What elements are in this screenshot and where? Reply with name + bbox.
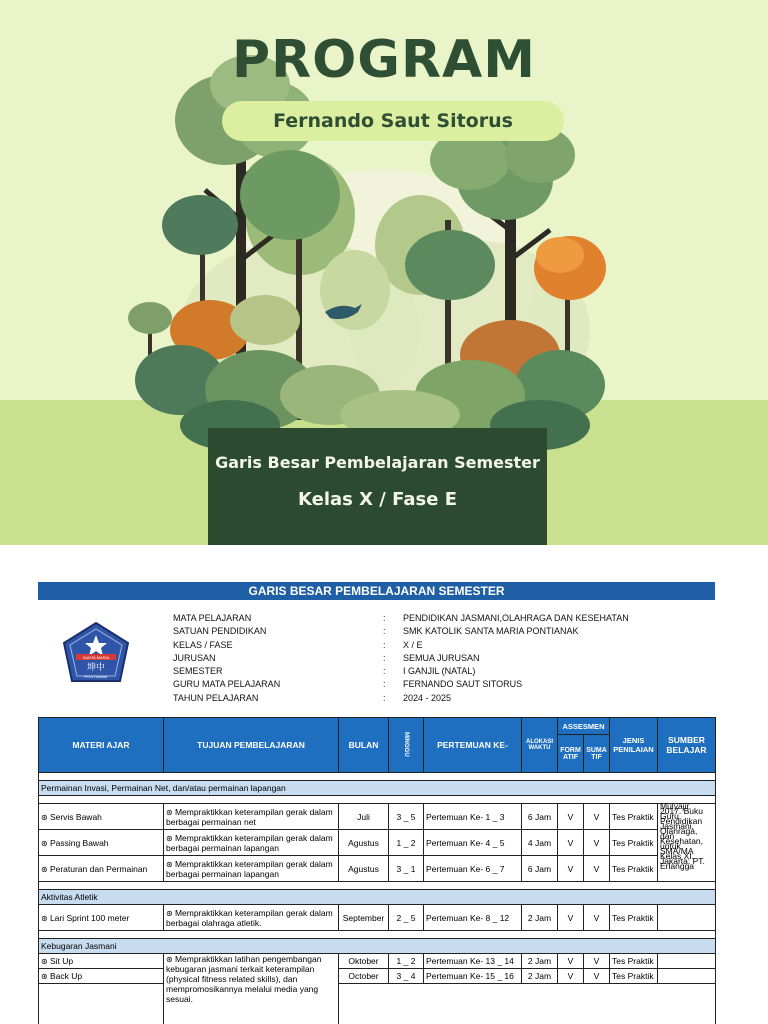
materi-cell	[39, 905, 164, 931]
tujuan-text: Mempraktikkan latihan pengembangan kebugaran jasmani terkait keterampilan (physical fitness related skills), dan mempromosikannya melalui media yang sesuai.	[166, 954, 322, 1004]
jenis-cell: Tes Praktik	[610, 856, 658, 882]
bulan-cell: September	[339, 905, 389, 931]
formatif-cell: V	[558, 969, 584, 984]
bulan-cell: Agustus	[339, 830, 389, 856]
spacer	[39, 931, 716, 939]
sumber-cell: Mulyajir. 2017. Buku Guru Pendidikan Jasmani, Olahraga, dan Kesehatan, untuk SMA/MA Kelas XI. Jakarta: PT. Erlangga	[658, 804, 716, 882]
tujuan-text: Mempraktikkan keterampilan gerak dalam berbagai permainan net	[166, 806, 333, 827]
bulan-cell: Juli	[339, 804, 389, 830]
formatif-cell: V	[558, 954, 584, 969]
info-row	[173, 665, 703, 678]
materi-text: Passing Bawah	[49, 837, 109, 848]
tujuan-text: Mempraktikkan keterampilan gerak dalam berbagai permainan lapangan	[166, 858, 333, 879]
pertemuan-cell: Pertemuan Ke- 1 _ 3	[424, 804, 522, 830]
sumatif-cell: V	[584, 905, 610, 931]
materi-cell	[39, 804, 164, 830]
author-name: Fernando Saut Sitorus	[273, 110, 513, 132]
info-row	[173, 639, 703, 652]
materi-text: Back Up	[49, 971, 83, 981]
alokasi-cell: 2 Jam	[522, 905, 558, 931]
info-row	[173, 612, 703, 625]
header-minggu-text: MINGGU	[403, 731, 409, 757]
sumber-cell	[658, 905, 716, 931]
sumatif-cell: V	[584, 804, 610, 830]
sumber-cell	[658, 969, 716, 984]
minggu-cell: 1 _ 2	[389, 830, 424, 856]
bullet-icon: ⊛	[41, 838, 50, 848]
section-title: Aktivitas Atletik	[39, 890, 716, 905]
header-tujuan: TUJUAN PEMBELAJARAN	[164, 718, 339, 773]
jenis-cell: Tes Praktik	[610, 804, 658, 830]
materi-cell	[39, 856, 164, 882]
formatif-cell: V	[558, 905, 584, 931]
materi-text: Sit Up	[49, 956, 74, 966]
header-sumatif: SUMA TIF	[584, 735, 610, 773]
table-row	[39, 830, 716, 856]
table-row	[39, 856, 716, 882]
document-banner: GARIS BESAR PEMBELAJARAN SEMESTER	[38, 582, 715, 600]
tujuan-cell	[164, 905, 339, 931]
alokasi-cell: 6 Jam	[522, 856, 558, 882]
cover-class-phase: Kelas X / Fase E	[298, 489, 457, 510]
info-row	[173, 678, 703, 691]
tujuan-cell	[164, 856, 339, 882]
bullet-icon: ⊛	[166, 908, 175, 918]
info-sep: :	[383, 679, 386, 690]
pertemuan-cell: Pertemuan Ke- 13 _ 14	[424, 954, 522, 969]
formatif-cell: V	[558, 856, 584, 882]
logo-chinese-text: 坤中	[86, 663, 106, 673]
bullet-icon: ⊛	[166, 807, 175, 817]
minggu-cell: 3 _ 1	[389, 856, 424, 882]
info-value: PENDIDIKAN JASMANI,OLAHRAGA DAN KESEHATAN	[403, 613, 629, 623]
info-sep: :	[383, 613, 386, 623]
spacer	[39, 882, 716, 890]
materi-text: Lari Sprint 100 meter	[49, 912, 130, 923]
info-value: SEMUA JURUSAN	[403, 652, 480, 663]
table-row	[39, 804, 716, 830]
jenis-cell: Tes Praktik	[610, 905, 658, 931]
minggu-cell: 1 _ 2	[389, 954, 424, 969]
header-alokasi: ALOKASI WAKTU	[522, 718, 558, 773]
info-row	[173, 692, 703, 705]
tujuan-cell	[164, 830, 339, 856]
sumber-cell	[658, 954, 716, 969]
header-minggu	[389, 718, 424, 773]
materi-text: Servis Bawah	[49, 811, 102, 822]
cover-subtitle-box	[208, 428, 547, 545]
tujuan-text: Mempraktikkan keterampilan gerak dalam berbagai olahraga atletik.	[166, 907, 333, 928]
materi-text: Peraturan dan Permainan	[49, 863, 148, 874]
alokasi-cell: 2 Jam	[522, 969, 558, 984]
jenis-cell: Tes Praktik	[610, 969, 658, 984]
bulan-cell: October	[339, 969, 389, 984]
jenis-cell: Tes Praktik	[610, 830, 658, 856]
document-page	[0, 545, 768, 1024]
alokasi-cell: 2 Jam	[522, 954, 558, 969]
sumatif-cell: V	[584, 856, 610, 882]
info-label: MATA PELAJARAN	[173, 613, 252, 623]
empty-cell	[339, 984, 716, 1024]
bullet-icon: ⊛	[166, 955, 175, 964]
table-row	[39, 905, 716, 931]
info-value: X / E	[403, 639, 423, 650]
jenis-cell: Tes Praktik	[610, 954, 658, 969]
section-title: Permainan Invasi, Permainan Net, dan/atau permainan lapangan	[39, 781, 716, 796]
school-logo	[62, 621, 130, 689]
info-value: SMK KATOLIK SANTA MARIA PONTIANAK	[403, 626, 579, 637]
info-label: KELAS / FASE	[173, 639, 233, 650]
spacer	[39, 796, 716, 804]
header-materi: MATERI AJAR	[39, 718, 164, 773]
info-value: 2024 - 2025	[403, 692, 452, 703]
sumatif-cell: V	[584, 830, 610, 856]
logo-top-text: SANTA MARIA	[82, 655, 110, 660]
minggu-cell: 3 _ 5	[389, 804, 424, 830]
section-title: Kebugaran Jasmani	[39, 939, 716, 954]
bullet-icon: ⊛	[166, 859, 175, 869]
pertemuan-cell: Pertemuan Ke- 8 _ 12	[424, 905, 522, 931]
info-sep: :	[383, 692, 386, 703]
bulan-cell: Agustus	[339, 856, 389, 882]
info-label: SATUAN PENDIDIKAN	[173, 626, 267, 637]
info-sep: :	[383, 626, 386, 637]
table-row	[39, 984, 716, 1024]
bulan-cell: Oktober	[339, 954, 389, 969]
formatif-cell: V	[558, 830, 584, 856]
formatif-cell: V	[558, 804, 584, 830]
header-bulan: BULAN	[339, 718, 389, 773]
header-pertemuan: PERTEMUAN KE-	[424, 718, 522, 773]
tujuan-text: Mempraktikkan keterampilan gerak dalam berbagai permainan lapangan	[166, 832, 333, 853]
logo-bottom-text: PONTIANAK	[84, 674, 108, 679]
info-label: SEMESTER	[173, 666, 223, 677]
table-row	[39, 954, 716, 969]
bullet-icon: ⊛	[41, 957, 50, 966]
pertemuan-cell: Pertemuan Ke- 6 _ 7	[424, 856, 522, 882]
cover-subtitle: Garis Besar Pembelajaran Semester	[215, 453, 540, 472]
spacer	[39, 773, 716, 781]
tujuan-cell	[164, 804, 339, 830]
materi-cell	[39, 969, 164, 984]
info-label: JURUSAN	[173, 652, 216, 663]
info-sep: :	[383, 639, 386, 650]
author-pill	[222, 101, 564, 141]
header-sumber: SUMBER BELAJAR	[658, 718, 716, 773]
info-value: FERNANDO SAUT SITORUS	[403, 679, 523, 690]
info-value: I GANJIL (NATAL)	[403, 666, 476, 677]
bullet-icon: ⊛	[41, 864, 50, 874]
alokasi-cell: 6 Jam	[522, 804, 558, 830]
materi-cell	[39, 954, 164, 969]
info-row	[173, 652, 703, 665]
alokasi-cell: 4 Jam	[522, 830, 558, 856]
info-sep: :	[383, 652, 386, 663]
header-assesmen: ASSESMEN	[558, 718, 610, 735]
table-row	[39, 969, 716, 984]
pertemuan-cell: Pertemuan Ke- 4 _ 5	[424, 830, 522, 856]
bullet-icon: ⊛	[166, 833, 175, 843]
info-row	[173, 625, 703, 638]
bullet-icon: ⊛	[41, 972, 50, 981]
sumatif-cell: V	[584, 954, 610, 969]
info-block	[173, 612, 703, 705]
minggu-cell: 2 _ 5	[389, 905, 424, 931]
info-label: GURU MATA PELAJARAN	[173, 679, 281, 690]
materi-cell	[39, 830, 164, 856]
header-formatif: FORM ATIF	[558, 735, 584, 773]
minggu-cell: 3 _ 4	[389, 969, 424, 984]
sumatif-cell: V	[584, 969, 610, 984]
info-label: TAHUN PELAJARAN	[173, 692, 259, 703]
materi-cell	[39, 984, 164, 1024]
cover-title: PROGRAM	[231, 30, 537, 90]
info-sep: :	[383, 666, 386, 677]
header-jenis: JENIS PENILAIAN	[610, 718, 658, 773]
bullet-icon: ⊛	[41, 812, 50, 822]
bullet-icon: ⊛	[41, 913, 50, 923]
tujuan-cell	[164, 954, 339, 1024]
pertemuan-cell: Pertemuan Ke- 15 _ 16	[424, 969, 522, 984]
learning-plan-table	[38, 717, 716, 1024]
